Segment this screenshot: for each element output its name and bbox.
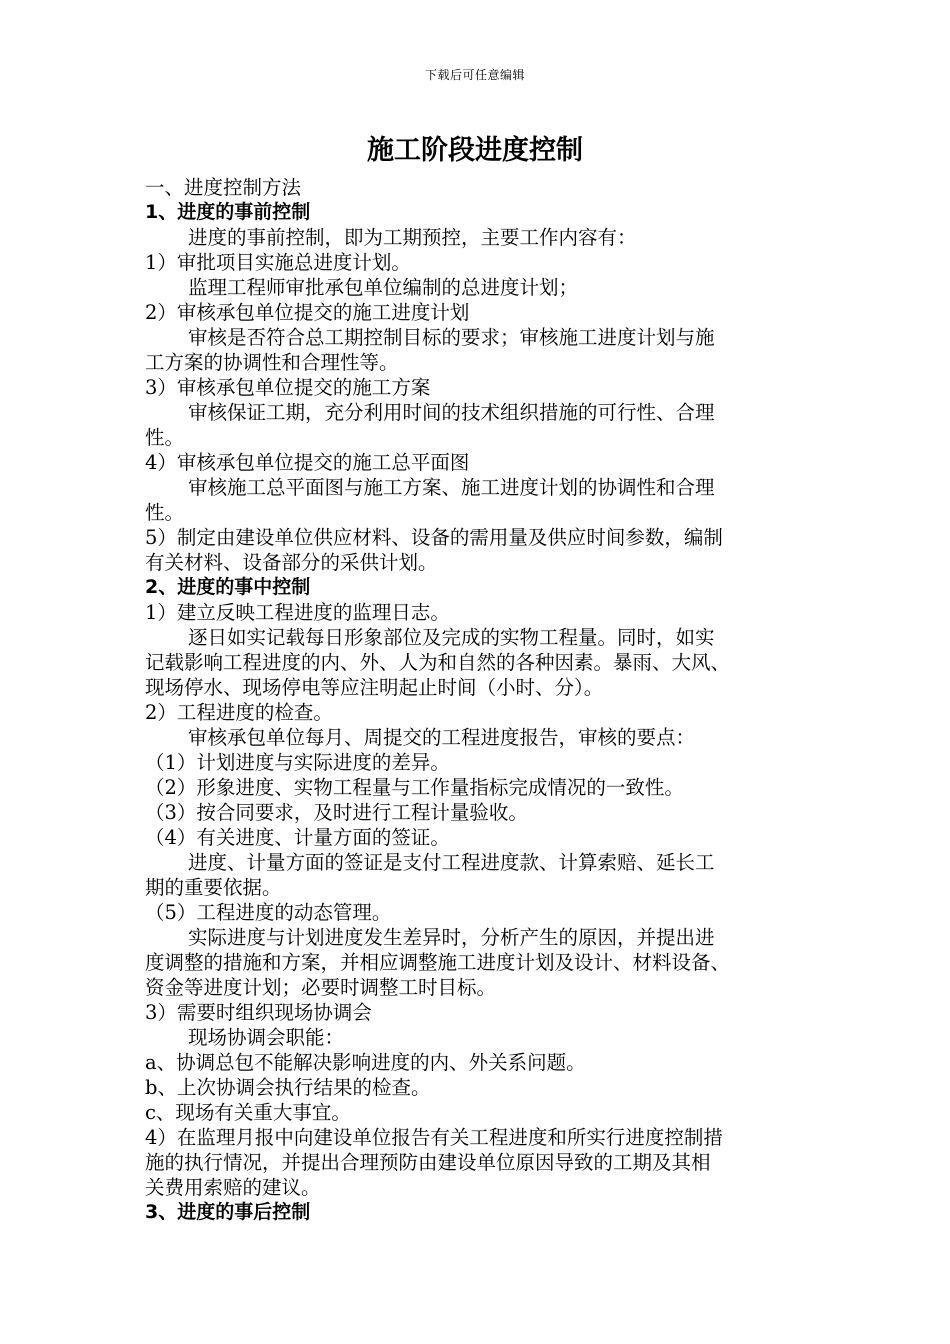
paragraph-line: 3）需要时组织现场协调会: [145, 1001, 372, 1024]
paragraph-line: （4）有关进度、计量方面的签证。: [145, 826, 450, 849]
paragraph-line: 审核施工总平面图与施工方案、施工进度计划的协调性和合理: [188, 476, 715, 499]
section-heading: 3、进度的事后控制: [145, 1201, 311, 1223]
paragraph-line: 审核承包单位每月、周提交的工程进度报告，审核的要点：: [188, 726, 696, 749]
paragraph-line: 一、进度控制方法: [145, 176, 302, 199]
paragraph-line: 2）工程进度的检查。: [145, 701, 333, 724]
paragraph-line: 有关材料、设备部分的采供计划。: [145, 551, 438, 574]
paragraph-line: 逐日如实记载每日形象部位及完成的实物工程量。同时，如实: [188, 626, 715, 649]
paragraph-line: 4）审核承包单位提交的施工总平面图: [145, 451, 470, 474]
document-body: [145, 175, 810, 1225]
paragraph-line: 监理工程师审批承包单位编制的总进度计划；: [188, 276, 579, 299]
paragraph-line: 工方案的协调性和合理性等。: [145, 351, 399, 374]
paragraph-line: a、协调总包不能解决影响进度的内、外关系问题。: [145, 1051, 586, 1074]
paragraph-line: b、上次协调会执行结果的检查。: [145, 1076, 431, 1099]
paragraph-line: 2）审核承包单位提交的施工进度计划: [145, 301, 470, 324]
paragraph-line: 资金等进度计划；必要时调整工时目标。: [145, 976, 497, 999]
paragraph-line: （5）工程进度的动态管理。: [145, 901, 392, 924]
paragraph-line: 性。: [145, 426, 185, 449]
paragraph-line: 进度的事前控制，即为工期预控，主要工作内容有：: [188, 226, 637, 249]
paragraph-line: 实际进度与计划进度发生差异时，分析产生的原因，并提出进: [188, 926, 715, 949]
paragraph-line: 进度、计量方面的签证是支付工程进度款、计算索赔、延长工: [188, 851, 715, 874]
document-title: 施工阶段进度控制: [367, 135, 583, 166]
paragraph-line: 记载影响工程进度的内、外、人为和自然的各种因素。暴雨、大风、: [145, 651, 731, 674]
paragraph-line: （3）按合同要求，及时进行工程计量验收。: [145, 801, 528, 824]
paragraph-line: 5）制定由建设单位供应材料、设备的需用量及供应时间参数，编制: [145, 526, 723, 549]
paragraph-line: 关费用索赔的建议。: [145, 1176, 321, 1199]
section-heading: 2、进度的事中控制: [145, 576, 311, 598]
paragraph-line: 性。: [145, 501, 185, 524]
paragraph-line: 审核是否符合总工期控制目标的要求；审核施工进度计划与施: [188, 326, 715, 349]
paragraph-line: 期的重要依据。: [145, 876, 282, 899]
paragraph-line: 4）在监理月报中向建设单位报告有关工程进度和所实行进度控制措: [145, 1126, 723, 1149]
paragraph-line: 施的执行情况，并提出合理预防由建设单位原因导致的工期及其相: [145, 1151, 711, 1174]
section-heading: 1、进度的事前控制: [145, 201, 311, 223]
paragraph-line: （2）形象进度、实物工程量与工作量指标完成情况的一致性。: [145, 776, 684, 799]
paragraph-line: 度调整的措施和方案，并相应调整施工进度计划及设计、材料设备、: [145, 951, 731, 974]
paragraph-line: 现场协调会职能：: [188, 1026, 345, 1049]
paragraph-line: c、现场有关重大事宜。: [145, 1101, 351, 1124]
paragraph-line: （1）计划进度与实际进度的差异。: [145, 751, 450, 774]
paragraph-line: 审核保证工期，充分利用时间的技术组织措施的可行性、合理: [188, 401, 715, 424]
paragraph-line: 现场停水、现场停电等应注明起止时间（小时、分）。: [145, 676, 604, 699]
paragraph-line: 1）审批项目实施总进度计划。: [145, 251, 411, 274]
paragraph-line: 1）建立反映工程进度的监理日志。: [145, 601, 450, 624]
paragraph-line: 3）审核承包单位提交的施工方案: [145, 376, 431, 399]
page-header: 下载后可任意编辑: [424, 68, 525, 82]
